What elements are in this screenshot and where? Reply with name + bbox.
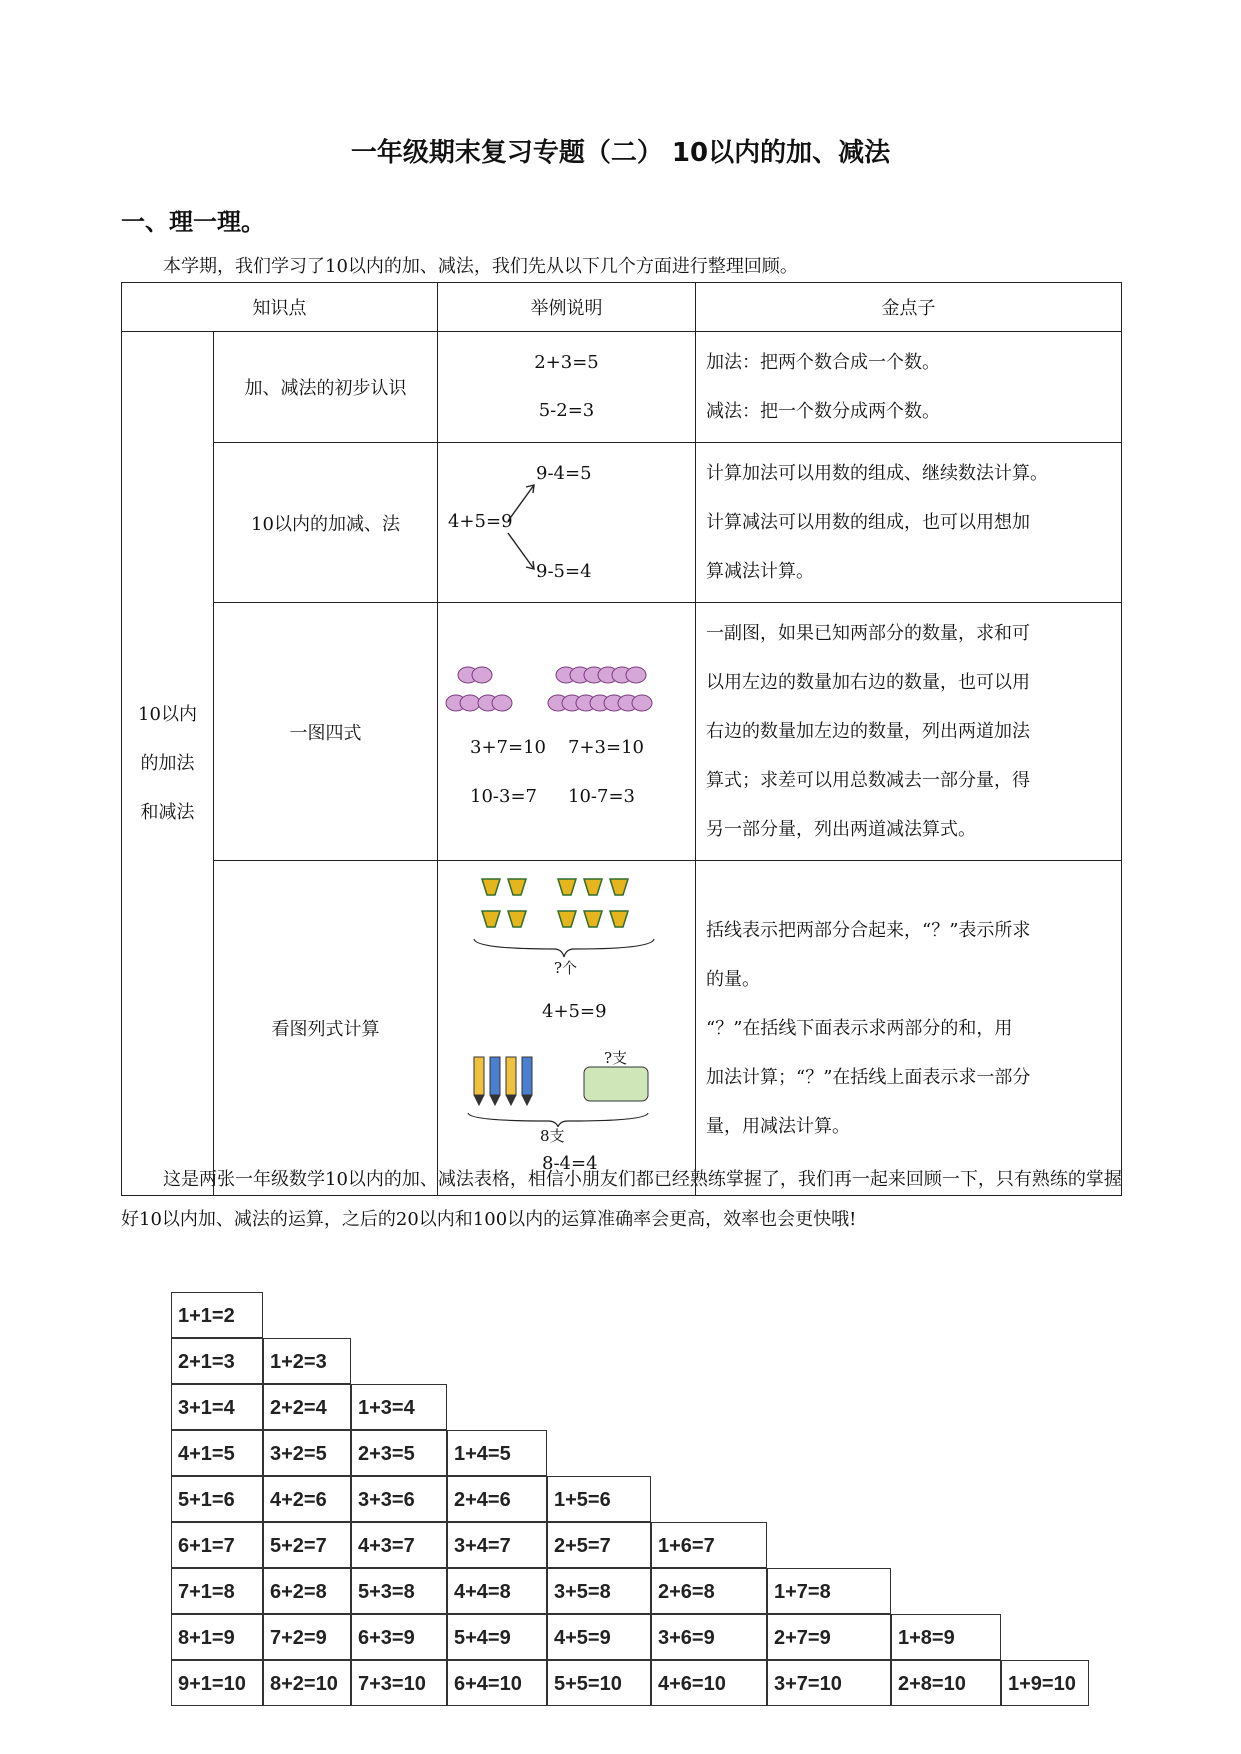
section-heading: 一、理一理。: [121, 208, 265, 236]
addition-cell: 3+6=9: [651, 1614, 767, 1660]
addition-cell: 3+7=10: [767, 1660, 891, 1706]
addition-cell: 4+6=10: [651, 1660, 767, 1706]
addition-cell: 1+2=3: [263, 1338, 351, 1384]
addition-cell: 2+7=9: [767, 1614, 891, 1660]
addition-cell: 1+3=4: [351, 1384, 447, 1430]
summary-paragraph: 这是两张一年级数学10以内的加、减法表格，相信小朋友们都已经熟练掌握了，我们再一起来回顾一下，只有熟练的掌握好10以内加、减法的运算，之后的20以内和100以内的运算准确率会更高，效率也会更快哦!: [121, 1169, 1122, 1230]
branch-equation: 9-4=5: [536, 462, 592, 484]
addition-cell: 3+2=5: [263, 1430, 351, 1476]
example-cell: [438, 603, 696, 861]
addition-cell: 6+4=10: [447, 1660, 547, 1706]
branch-equation: 9-5=4: [536, 560, 592, 582]
addition-cell: 4+1=5: [171, 1430, 263, 1476]
addition-cell: 8+2=10: [263, 1660, 351, 1706]
addition-cell: 3+5=8: [547, 1568, 651, 1614]
topic-cell: 加、减法的初步认识: [214, 332, 438, 443]
addition-cell: 1+1=2: [171, 1292, 263, 1338]
branch-arrows: [438, 449, 696, 597]
header-knowledge: 知识点: [122, 283, 438, 332]
table-row: [122, 443, 1122, 603]
tip-cell: 加法：把两个数合成一个数。 减法：把一个数分成两个数。: [696, 332, 1122, 443]
addition-cell: 6+1=7: [171, 1522, 263, 1568]
page-title: 一年级期末复习专题（二） 10以内的加、减法: [350, 138, 891, 168]
table-row: [122, 332, 1122, 443]
addition-cell: 4+3=7: [351, 1522, 447, 1568]
tip-cell: 计算加法可以用数的组成、继续数法计算。 计算减法可以用数的组成，也可以用想加 算减法计算。: [696, 443, 1122, 603]
topic-cell: 一图四式: [214, 603, 438, 861]
table-header-row: [122, 283, 1122, 332]
addition-cell: 7+3=10: [351, 1660, 447, 1706]
question-label: ?个: [554, 959, 578, 977]
example-cell: [438, 443, 696, 603]
intro-text: 本学期，我们学习了10以内的加、减法，我们先从以下几个方面进行整理回顾。: [163, 256, 798, 277]
addition-cell: 7+1=8: [171, 1568, 263, 1614]
example-equation: 8-4=4: [542, 1153, 598, 1174]
example-equation: 10-3=7: [470, 785, 537, 807]
addition-cell: 2+5=7: [547, 1522, 651, 1568]
example-cell: [438, 861, 696, 1196]
addition-cell: 2+2=4: [263, 1384, 351, 1430]
addition-cell: 7+2=9: [263, 1614, 351, 1660]
topic-cell: 10以内的加减、法: [214, 443, 438, 603]
tip-cell: 括线表示把两部分合起来，“？”表示所求 的量。 “？”在括线下面表示求两部分的和，用 加法计算；“？”在括线上面表示求一部分 量，用减法计算。: [696, 861, 1122, 1196]
addition-cell: 1+5=6: [547, 1476, 651, 1522]
addition-cell: 2+3=5: [351, 1430, 447, 1476]
question-label: ?支: [604, 1049, 628, 1067]
addition-cell: 4+4=8: [447, 1568, 547, 1614]
addition-cell: 5+4=9: [447, 1614, 547, 1660]
addition-cell: 1+9=10: [1001, 1660, 1089, 1706]
header-examples: 举例说明: [438, 283, 696, 332]
root-equation: 4+5=9: [448, 510, 513, 532]
addition-cell: 1+6=7: [651, 1522, 767, 1568]
total-label: 8支: [540, 1127, 565, 1145]
addition-cell: 3+3=6: [351, 1476, 447, 1522]
addition-cell: 3+4=7: [447, 1522, 547, 1568]
header-tips: 金点子: [696, 283, 1122, 332]
knowledge-table: [121, 282, 1122, 1196]
addition-cell: 5+1=6: [171, 1476, 263, 1522]
addition-cell: 5+3=8: [351, 1568, 447, 1614]
example-equation: 10-7=3: [568, 785, 635, 807]
addition-cell: 2+4=6: [447, 1476, 547, 1522]
addition-cell: 6+3=9: [351, 1614, 447, 1660]
addition-cell: 1+8=9: [891, 1614, 1001, 1660]
example-equation: 3+7=10: [470, 736, 546, 758]
addition-cell: 8+1=9: [171, 1614, 263, 1660]
addition-cell: 5+5=10: [547, 1660, 651, 1706]
addition-cell: 6+2=8: [263, 1568, 351, 1614]
table-row: [122, 861, 1122, 1196]
topic-cell: 看图列式计算: [214, 861, 438, 1196]
table-row: [122, 603, 1122, 861]
addition-cell: 9+1=10: [171, 1660, 263, 1706]
addition-cell: 2+6=8: [651, 1568, 767, 1614]
addition-cell: 2+1=3: [171, 1338, 263, 1384]
addition-cell: 5+2=7: [263, 1522, 351, 1568]
butterflies-image: [438, 661, 696, 731]
addition-cell: 1+7=8: [767, 1568, 891, 1614]
group-label: 10以内 的加法 和减法: [122, 332, 214, 1196]
addition-cell: 1+4=5: [447, 1430, 547, 1476]
pencils-image: [438, 1047, 696, 1127]
example-equation: 7+3=10: [568, 736, 644, 758]
addition-cell: 3+1=4: [171, 1384, 263, 1430]
addition-cell: 4+5=9: [547, 1614, 651, 1660]
addition-cell: 4+2=6: [263, 1476, 351, 1522]
example-equation: 4+5=9: [542, 1001, 607, 1022]
tip-cell: 一副图，如果已知两部分的数量，求和可 以用左边的数量加右边的数量，也可以用 右边的数量加左边的数量，列出两道加法 算式；求差可以用总数减去一部分量，得 另一部分量，列出两道减法算式。: [696, 603, 1122, 861]
example-cell: 2+3=5 5-2=3: [438, 332, 696, 443]
addition-cell: 2+8=10: [891, 1660, 1001, 1706]
